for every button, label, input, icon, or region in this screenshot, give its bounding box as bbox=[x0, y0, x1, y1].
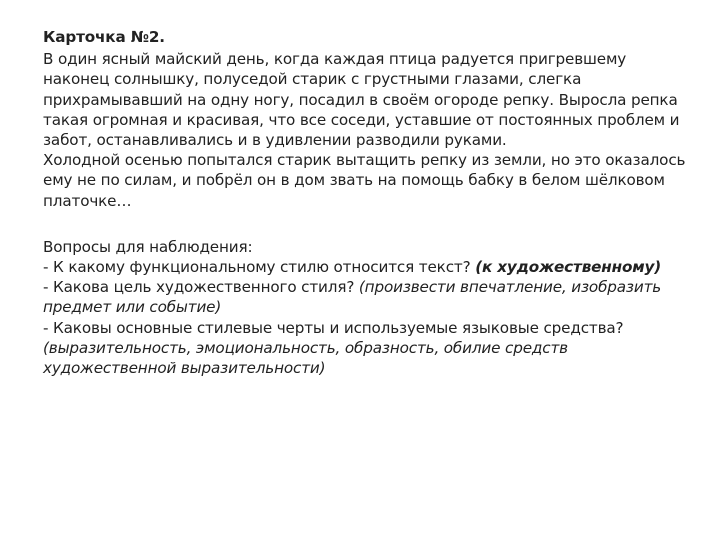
story-paragraph-1: В один ясный майский день, когда каждая птица радуется пригревшему наконец солнышку, полуседой старик с грустными глазами, слегка прихрамывавший на одну ногу, посадил в своём огороде репку. Выросла репка такая огромная и красивая, что все соседи, уставшие от постоянных проблем и забот, останавливались и в удивлении разводили руками. bbox=[43, 50, 680, 150]
story-paragraph-2: Холодной осенью попытался старик вытащить репку из земли, но это оказалось ему не по силам, и побрёл он в дом звать на помощь бабку в белом шёлковом платочке… bbox=[43, 151, 686, 210]
card-content bbox=[43, 27, 693, 378]
section-gap bbox=[43, 211, 693, 237]
question-item bbox=[43, 257, 693, 277]
question-text: - К какому функциональному стилю относится текст? bbox=[43, 258, 476, 277]
answer-text: (произвести впечатление, изобразить предмет или событие) bbox=[43, 278, 662, 317]
questions-heading: Вопросы для наблюдения: bbox=[43, 237, 253, 256]
question-item bbox=[43, 318, 693, 379]
answer-text: (к художественному) bbox=[475, 258, 662, 277]
question-text: - Каковы основные стилевые черты и используемые языковые средства? bbox=[43, 318, 624, 337]
question-item bbox=[43, 277, 693, 317]
questions-section bbox=[43, 237, 693, 378]
question-text: - Какова цель художественного стиля? bbox=[43, 278, 359, 297]
card-title: Карточка №2. bbox=[43, 28, 165, 46]
answer-text: (выразительность, эмоциональность, образность, обилие средств художественной выразительности) bbox=[43, 338, 568, 378]
